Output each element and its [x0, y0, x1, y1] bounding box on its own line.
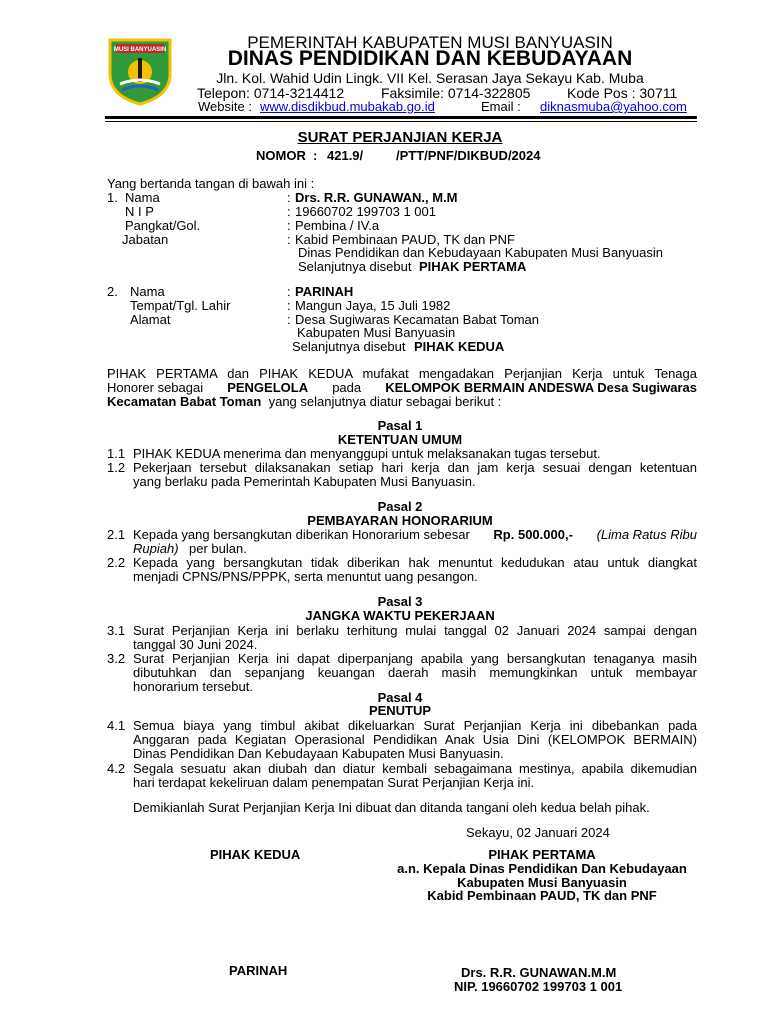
- item-text: Surat Perjanjian Kerja ini berlaku terhitung mulai tanggal 02 Januari 2024 sampai dengan: [133, 623, 697, 638]
- honorarium-words: Rupiah): [133, 541, 179, 556]
- agreement-location: Kecamatan Babat Toman: [107, 394, 262, 409]
- item-number: 1.2: [107, 460, 126, 475]
- item-text: Semua biaya yang timbul akibat dikeluarkan Surat Perjanjian Kerja ini dibebankan pada: [133, 718, 697, 733]
- number-label: NOMOR: [256, 148, 306, 163]
- party-two-label: Tempat/Tgl. Lahir: [130, 298, 231, 313]
- musi-banyuasin-logo: [104, 34, 176, 106]
- item-text: Kepada yang bersangkutan tidak diberikan hak menuntut kedudukan atau untuk diangkat: [133, 555, 697, 570]
- party-one-value: Drs. R.R. GUNAWAN., M.M: [295, 190, 458, 205]
- party-one-called-prefix: Selanjutnya disebut: [298, 259, 412, 274]
- number-value: 421.9/: [327, 148, 364, 163]
- agreement-line: [107, 395, 501, 409]
- party-two-value: PARINAH: [295, 284, 354, 299]
- postal-code: Kode Pos : 30711: [567, 85, 678, 101]
- sign-right-nip: NIP. 19660702 199703 1 001: [454, 979, 623, 994]
- item-number: 3.1: [107, 623, 126, 638]
- party-one-number: 1.: [107, 190, 118, 205]
- address: Jln. Kol. Wahid Udin Lingk. VII Kel. Serasan Jaya Sekayu Kab. Muba: [216, 70, 644, 86]
- agreement-text: Honorer sebagai: [107, 380, 204, 395]
- item-text-part: per bulan.: [189, 541, 247, 556]
- party-one-label: Pangkat/Gol.: [125, 218, 201, 233]
- item-number: 4.2: [107, 761, 126, 776]
- logo-text: MUSI BANYUASIN: [113, 47, 167, 53]
- pasal-heading: Pasal 2: [377, 499, 423, 514]
- letter-title: SURAT PERJANJIAN KERJA: [297, 129, 503, 146]
- item-text-part: Kepada yang bersangkutan diberikan Honorarium sebesar: [133, 527, 470, 542]
- party-one-label: Nama: [125, 190, 160, 205]
- party-two-number: 2.: [107, 284, 118, 299]
- sign-right-name: Drs. R.R. GUNAWAN.M.M: [461, 965, 617, 980]
- party-one-value: Kabid Pembinaan PAUD, TK dan PNF: [295, 232, 515, 247]
- item-text: yang berlaku pada Pemerintah Kabupaten Musi Banyuasin.: [133, 474, 476, 489]
- party-two-label: Nama: [130, 284, 165, 299]
- fax: Faksimile: 0714-322805: [381, 85, 531, 101]
- party-one-jabatan-line2: Dinas Pendidikan dan Kebudayaan Kabupaten Musi Banyuasin: [298, 245, 663, 260]
- gov-name: PEMERINTAH KABUPATEN MUSI BANYUASIN: [247, 33, 613, 52]
- agreement-text: yang selanjutnya diatur sebagai berikut :: [268, 394, 502, 409]
- party-one-called: PIHAK PERTAMA: [419, 259, 527, 274]
- item-text: honorarium tersebut.: [133, 679, 253, 694]
- item-number: 1.1: [107, 446, 126, 461]
- website-label: Website :: [198, 99, 252, 114]
- pasal-title: PEMBAYARAN HONORARIUM: [307, 513, 493, 528]
- number-suffix: /PTT/PNF/DIKBUD/2024: [396, 148, 541, 163]
- pasal-heading: Pasal 3: [377, 594, 423, 609]
- sign-right-line: a.n. Kepala Dinas Pendidikan Dan Kebudayaan: [397, 861, 687, 876]
- party-one-value: Pembina / IV.a: [295, 218, 380, 233]
- party-two-value: Desa Sugiwaras Kecamatan Babat Toman: [295, 312, 540, 327]
- item-text: menjadi CPNS/PNS/PPPK, serta menuntut uang pesangon.: [133, 569, 478, 584]
- header-rule-thick: [105, 116, 697, 119]
- email-label: Email :: [481, 99, 521, 114]
- sign-left-name: PARINAH: [229, 963, 288, 978]
- email-link[interactable]: diknasmuba@yahoo.com: [540, 99, 687, 114]
- item-text: tanggal 30 Juni 2024.: [133, 637, 258, 652]
- honorarium-words: (Lima Ratus Ribu: [596, 527, 697, 542]
- party-two-called-prefix: Selanjutnya disebut: [292, 339, 406, 354]
- party-two-alamat-line2: Kabupaten Musi Banyuasin: [297, 325, 456, 340]
- item-text: Pekerjaan tersebut dilaksanakan setiap hari kerja dan jam kerja sesuai dengan ketentuan: [133, 460, 697, 475]
- pasal-title: JANGKA WAKTU PEKERJAAN: [305, 608, 495, 623]
- item-text: Dinas Pendidikan Dan Kebudayaan Kabupaten Musi Banyuasin.: [133, 746, 504, 761]
- pasal-heading: Pasal 4: [377, 690, 423, 705]
- honorarium-amount: Rp. 500.000,-: [493, 527, 573, 542]
- item-number: 2.1: [107, 527, 126, 542]
- pasal-title: KETENTUAN UMUM: [337, 432, 463, 447]
- sign-right-role: PIHAK PERTAMA: [488, 847, 596, 862]
- agreement-text: pada: [332, 380, 362, 395]
- party-two-value: Mangun Jaya, 15 Juli 1982: [295, 298, 451, 313]
- number-sep: :: [313, 148, 318, 163]
- item-text: hari terdapat kekeliruan dalam penempatan Surat Perjanjian Kerja ini.: [133, 775, 535, 790]
- item-text: Segala sesuatu akan diubah dan diatur kembali sebagaimana mestinya, apabila dikemudian: [133, 761, 697, 776]
- pasal-title: PENUTUP: [368, 703, 432, 718]
- item-number: 2.2: [107, 555, 126, 570]
- phone: Telepon: 0714-3214412: [197, 85, 345, 101]
- website-link[interactable]: www.disdikbud.mubakab.go.id: [260, 99, 435, 114]
- sign-right-line: Kabupaten Musi Banyuasin: [457, 875, 627, 890]
- item-number: 4.1: [107, 718, 126, 733]
- agreement-location: KELOMPOK BERMAIN ANDESWA Desa Sugiwaras: [385, 380, 697, 395]
- dept-name: DINAS PENDIDIKAN DAN KEBUDAYAAN: [227, 47, 633, 70]
- closing-statement: Demikianlah Surat Perjanjian Kerja Ini dibuat dan ditanda tangani oleh kedua belah pihak.: [133, 800, 650, 815]
- item-number: 3.2: [107, 651, 126, 666]
- header-rule-thin: [105, 121, 697, 122]
- item-text: PIHAK KEDUA menerima dan menyanggupi untuk melaksanakan tugas tersebut.: [133, 446, 601, 461]
- intro-text: Yang bertanda tangan di bawah ini :: [107, 176, 315, 191]
- item-text: Surat Perjanjian Kerja ini dapat diperpanjang apabila yang bersangkutan tenaganya masih: [133, 651, 697, 666]
- pasal-heading: Pasal 1: [377, 418, 423, 433]
- party-two-label: Alamat: [130, 312, 171, 327]
- party-one-value: 19660702 199703 1 001: [295, 204, 436, 219]
- party-two-called: PIHAK KEDUA: [414, 339, 505, 354]
- party-one-label: N I P: [125, 204, 154, 219]
- item-text: dibutuhkan dan sepanjang keuangan daerah masih memungkinkan untuk membayar: [133, 665, 697, 680]
- agreement-role: PENGELOLA: [227, 380, 309, 395]
- item-text: Anggaran pada Kegiatan Operasional Pendidikan Anak Usia Dini (KELOMPOK BERMAIN): [133, 732, 697, 747]
- party-one-label: Jabatan: [122, 232, 169, 247]
- agreement-line: [107, 381, 697, 395]
- sign-right-line: Kabid Pembinaan PAUD, TK dan PNF: [427, 888, 657, 903]
- item-text: [133, 528, 697, 542]
- place-date: Sekayu, 02 Januari 2024: [466, 825, 610, 840]
- sign-left-role: PIHAK KEDUA: [210, 847, 301, 862]
- agreement-line: PIHAK PERTAMA dan PIHAK KEDUA mufakat mengadakan Perjanjian Kerja untuk Tenaga: [107, 366, 697, 381]
